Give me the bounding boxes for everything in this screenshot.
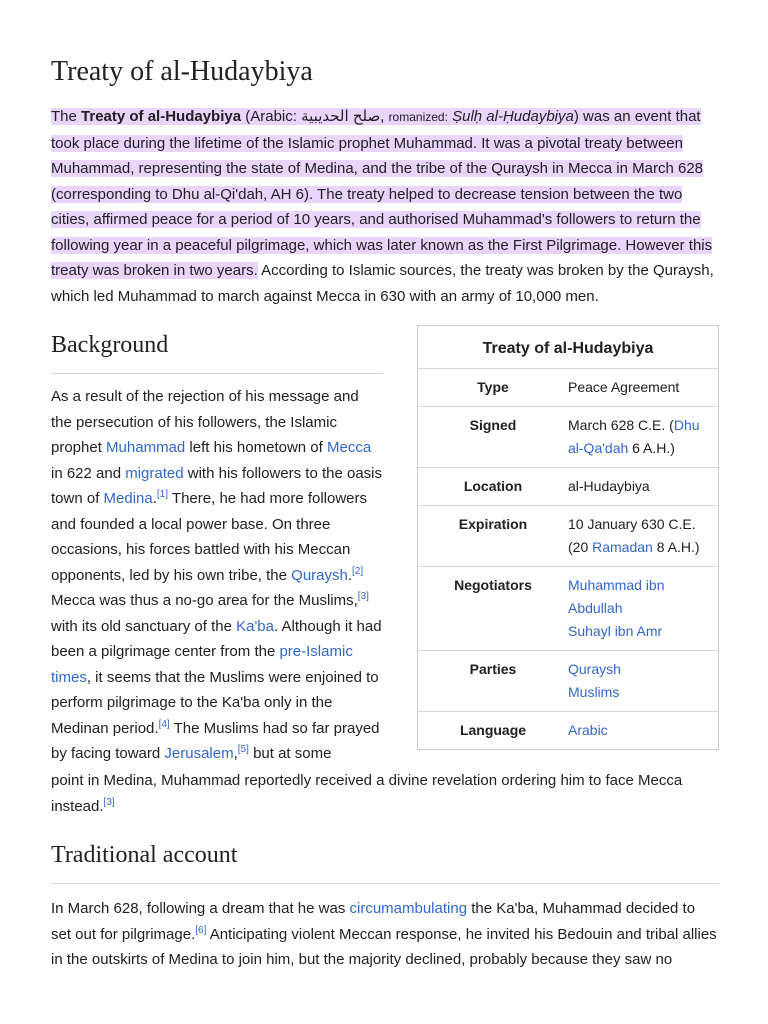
infobox-label-location: Location	[463, 478, 523, 494]
ta-text-3: Anticipating violent Meccan response, he invited his Bedouin and tribal allies in the outskirts of Medina to join him, but the majority declined, probably because they saw no	[51, 925, 717, 968]
infobox-label-parties: Parties	[469, 661, 517, 677]
infobox-value-negotiators	[568, 574, 718, 643]
lead-bold-name: Treaty of al-Hudaybiya	[81, 108, 242, 125]
link-muhammad[interactable]: Muhammad	[106, 439, 186, 456]
link-dhu-al-qadah[interactable]: Dhu al-Qa'dah	[568, 417, 700, 456]
lead-romanized-label: romanized:	[388, 110, 448, 124]
infobox-row-type	[418, 368, 718, 406]
ta-text-1: In March 628, following a dream that he was	[51, 900, 350, 917]
ref-3[interactable]: [3]	[357, 591, 369, 602]
bg-text-2: left his hometown of	[185, 439, 327, 456]
background-paragraph-tail	[51, 768, 719, 819]
ref-2[interactable]: [2]	[352, 565, 364, 577]
link-mecca[interactable]: Mecca	[327, 439, 372, 456]
expiration-date-text: 10 January 630 C.E. (20	[568, 516, 696, 555]
lead-arabic-open: (Arabic:	[241, 108, 302, 125]
infobox-row-parties	[418, 650, 718, 711]
lead-plain-rest: According to Islamic sources, the treaty was broken by the Quraysh, which led Muhammad to march against Mecca in 630 with an army of 10,000 men.	[51, 262, 714, 305]
background-paragraph: As a result of the rejection of his message and the persecution of his followers, the Islamic prophet Muhammad left his hometown of Mecca in 622 and migrated with his followers to the oasis town of Medina.[1] There, he had more followers and founded a local power base. On three occasions, his forces battled with his Meccan opponents, led by his own tribe, the Quraysh.[2] Mecca was thus a no-go area for the Muslims,[3] with its old sanctuary of the Ka'ba. Although it had been a pilgrimage center from the pre-Islamic times, it seems that the Muslims were enjoined to perform pilgrimage to the Ka'ba only in the Medinan period.[4] The Muslims had so far prayed by facing toward Jerusalem,[5] but at some	[51, 388, 383, 762]
infobox-label-expiration: Expiration	[458, 516, 528, 532]
ref-3b[interactable]: [3]	[103, 796, 115, 808]
bg-text-8: . Although it had been a pilgrimage center from the	[51, 617, 382, 660]
infobox-label-type: Type	[477, 379, 509, 395]
infobox-value-signed	[568, 414, 718, 460]
ref-4[interactable]: [4]	[158, 718, 170, 730]
infobox-title: Treaty of al-Hudaybiya	[482, 340, 654, 357]
link-arabic[interactable]: Arabic	[568, 722, 608, 738]
ref-5[interactable]: [5]	[237, 744, 249, 755]
infobox-row-expiration	[418, 505, 718, 566]
link-quraysh-party[interactable]: Quraysh	[568, 661, 621, 677]
infobox-value-type: Peace Agreement	[568, 379, 680, 395]
page-title: Treaty of al-Hudaybiya	[51, 56, 313, 87]
bg-text-3: in 622 and	[51, 464, 126, 482]
signed-ah-text: 6 A.H.)	[628, 440, 675, 456]
bg-tail-text: point in Medina, Muhammad reportedly received a divine revelation ordering him to face Mecca instead.	[51, 772, 683, 815]
background-heading: Background	[51, 332, 169, 358]
bg-text-10: The Muslims had so far prayed by facing toward	[51, 719, 380, 762]
traditional-account-heading: Traditional account	[51, 842, 238, 868]
infobox-value-expiration	[568, 513, 718, 559]
lead-highlight	[51, 108, 712, 279]
link-suhayl-ibn-amr[interactable]: Suhayl ibn Amr	[568, 623, 663, 639]
infobox-row-language	[418, 711, 718, 749]
link-quraysh[interactable]: Quraysh	[291, 566, 348, 584]
lead-the: The	[51, 108, 82, 125]
link-muhammad-ibn-abdullah[interactable]: Muhammad ibn Abdullah	[568, 577, 665, 616]
infobox-row-signed	[418, 406, 718, 467]
lead-paragraph	[51, 104, 719, 309]
infobox-label-negotiators: Negotiators	[454, 577, 532, 593]
link-kaba[interactable]: Ka'ba	[236, 617, 274, 635]
link-ramadan[interactable]: Ramadan	[592, 539, 653, 555]
infobox	[417, 325, 719, 750]
lead-highlighted-rest: ) was an event that took place during the lifetime of the Islamic prophet Muhammad. It was a pivotal treaty between Muhammad, representing the state of Medina, and the tribe of the Quraysh in Mecca in March 628 (corresponding to Dhu al-Qi'dah, AH 6). The treaty helped to decrease tension between the two cities, affirmed peace for a period of 10 years, and authorised Muhammad's followers to return the following year in a peaceful pilgrimage, which was later known as the First Pilgrimage. However this treaty was broken in two years.	[51, 108, 713, 279]
traditional-paragraph	[51, 896, 719, 973]
traditional-divider	[51, 883, 719, 884]
infobox-label-language: Language	[459, 722, 527, 738]
signed-date-text: March 628 C.E. (	[568, 417, 674, 433]
infobox-row-location	[418, 467, 718, 505]
link-muslims[interactable]: Muslims	[568, 684, 620, 700]
infobox-row-negotiators	[418, 566, 718, 650]
ref-6[interactable]: [6]	[195, 924, 207, 936]
bg-text-4: with his followers to the oasis town of	[51, 464, 383, 507]
link-circumambulating[interactable]: circumambulating	[349, 900, 468, 917]
link-migrated[interactable]: migrated	[125, 464, 184, 482]
infobox-label-signed: Signed	[469, 417, 517, 433]
bg-text-9: , it seems that the Muslims were enjoined to perform pilgrimage to the Ka'ba only in the Medinan period.	[51, 668, 379, 737]
infobox-value-parties	[568, 658, 718, 704]
link-pre-islamic[interactable]: pre-Islamic times	[51, 643, 353, 686]
ref-1[interactable]: [1]	[156, 489, 169, 500]
background-divider	[51, 373, 383, 374]
lead-romanized-text: Ṣulḥ al-Ḥudaybiya	[452, 108, 574, 125]
infobox-value-language	[568, 719, 718, 742]
bg-text-1: As a result of the rejection of his message and the persecution of his followers, the Islamic prophet	[51, 388, 359, 456]
bg-text-5: There, he had more followers and founded a local power base. On three occasions, his forces battled with his Meccan opponents, led by his own tribe, the	[51, 490, 368, 584]
lead-comma: ,	[380, 108, 389, 125]
expiration-ah-text: 8 A.H.)	[652, 539, 700, 555]
ta-text-2: the Ka'ba, Muhammad decided to set out for pilgrimage.	[51, 900, 696, 943]
bg-text-6: Mecca was thus a no-go area for the Muslims,	[51, 592, 358, 609]
link-jerusalem[interactable]: Jerusalem	[164, 745, 234, 762]
bg-text-11: but at some	[248, 745, 332, 762]
bg-text-7: with its old sanctuary of the	[51, 617, 237, 635]
infobox-value-location: al-Hudaybiya	[568, 478, 650, 494]
lead-arabic-text: صلح الحديبية	[301, 108, 381, 125]
link-medina[interactable]: Medina	[103, 490, 153, 507]
